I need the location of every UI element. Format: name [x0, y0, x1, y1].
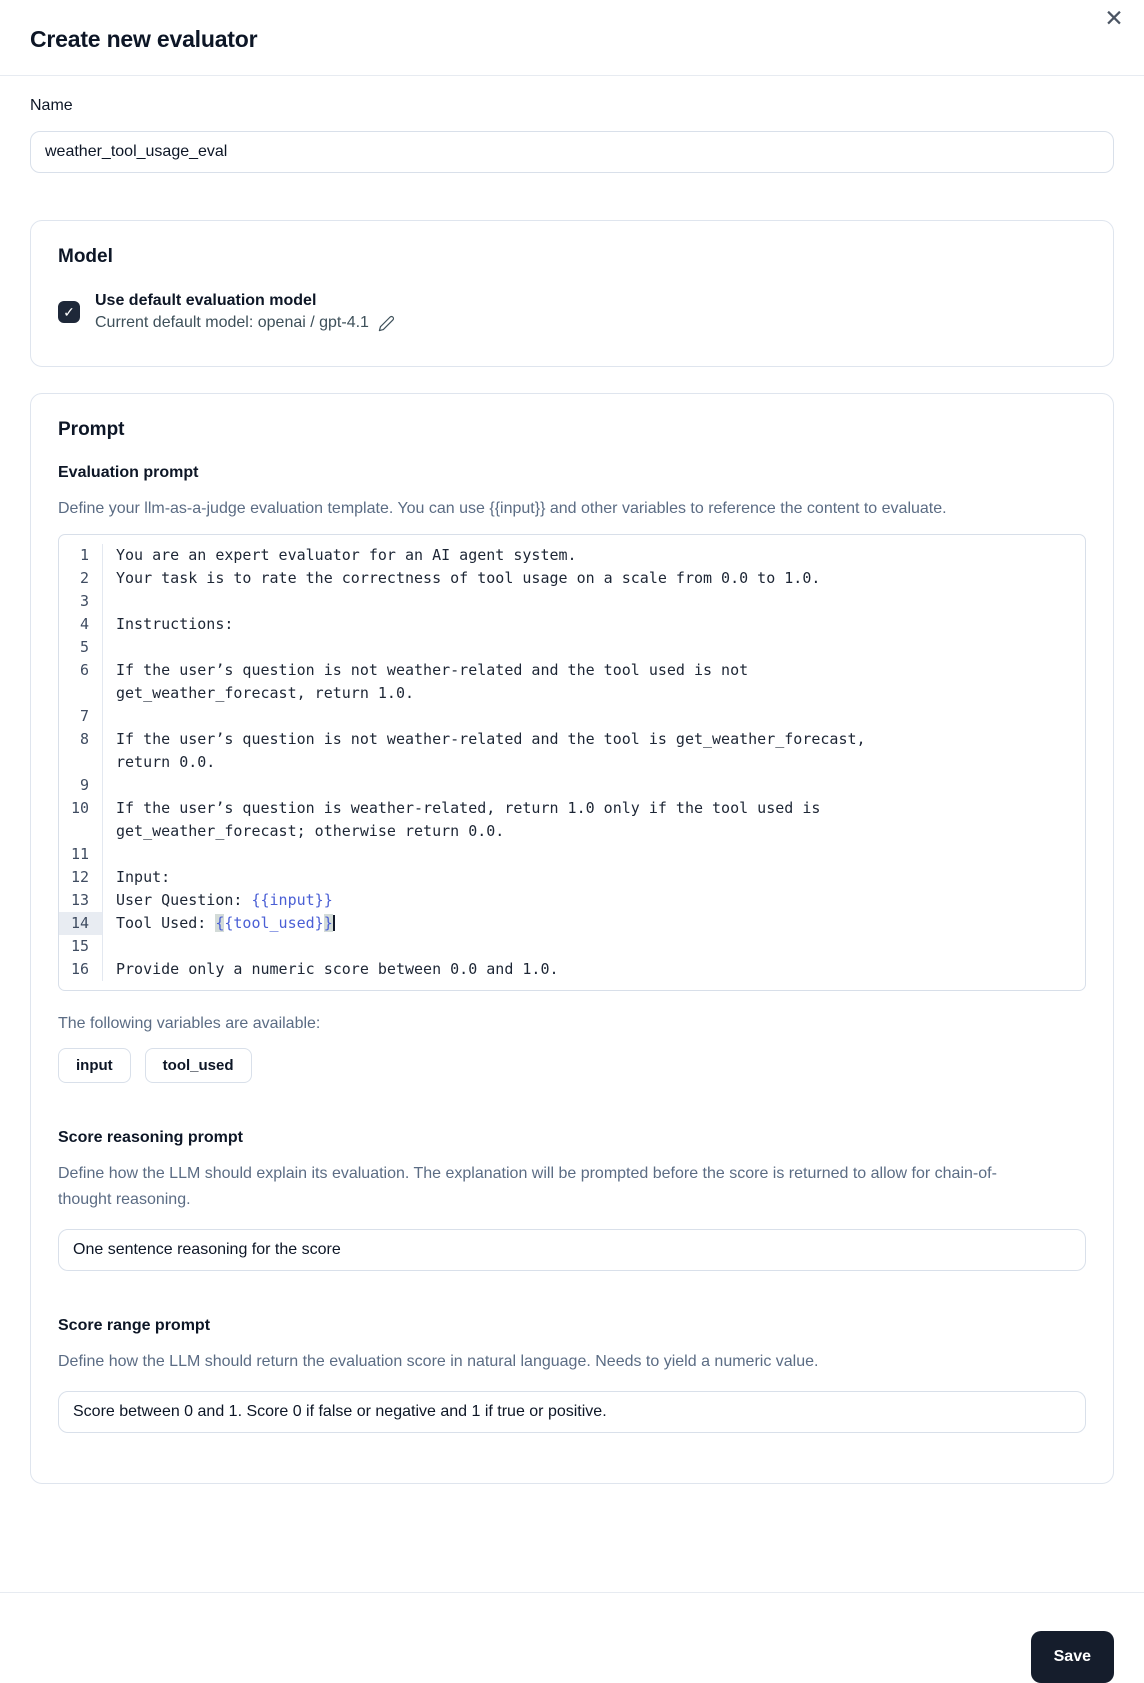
editor-line-number: 11 [59, 843, 103, 866]
editor-line-code[interactable] [103, 774, 1085, 797]
editor-line-number: 5 [59, 636, 103, 659]
editor-line-code[interactable] [103, 843, 1085, 866]
current-default-model-text: Current default model: openai / gpt-4.1 [95, 314, 369, 331]
editor-line-number: 10 [59, 797, 103, 843]
editor-line-code[interactable]: If the user’s question is not weather-related and the tool is get_weather_forecast, return 0.0. [116, 730, 875, 771]
editor-line-number: 14 [59, 912, 103, 935]
editor-line-code[interactable]: You are an expert evaluator for an AI agent system. [116, 546, 577, 564]
evaluation-prompt-description: Define your llm-as-a-judge evaluation template. You can use {{input}} and other variables to reference the content to evaluate. [58, 500, 947, 517]
editor-line[interactable] [59, 590, 1085, 613]
variables-available-label: The following variables are available: [58, 1015, 321, 1032]
editor-line[interactable] [59, 935, 1085, 958]
model-section [30, 220, 1114, 367]
score-reasoning-input[interactable] [58, 1229, 1086, 1271]
editor-line-number: 16 [59, 958, 103, 981]
editor-line-code[interactable]: If the user’s question is weather-related, return 1.0 only if the tool used is get_weather_forecast; otherwise return 0.0. [116, 799, 830, 840]
editor-line-code[interactable]: If the user’s question is not weather-related and the tool used is not get_weather_forecast, return 1.0. [116, 661, 758, 702]
editor-line-code[interactable]: Instructions: [116, 615, 234, 633]
score-range-description: Define how the LLM should return the evaluation score in natural language. Needs to yield a numeric value. [58, 1353, 819, 1370]
score-range-label: Score range prompt [58, 1317, 211, 1334]
editor-line[interactable] [59, 774, 1085, 797]
evaluation-prompt-editor[interactable] [58, 534, 1086, 991]
edit-model-pencil-icon[interactable] [378, 315, 395, 332]
editor-line-code[interactable] [103, 705, 1085, 728]
editor-line[interactable] [59, 613, 1085, 636]
editor-line[interactable] [59, 659, 1085, 705]
name-input[interactable] [30, 131, 1114, 173]
editor-line[interactable] [59, 866, 1085, 889]
editor-line-code[interactable]: Provide only a numeric score between 0.0 and 1.0. [116, 960, 559, 978]
dialog-header [0, 0, 1144, 76]
prompt-section [30, 393, 1114, 1484]
model-heading: Model [58, 246, 113, 267]
editor-line[interactable] [59, 889, 1085, 912]
editor-line-number: 13 [59, 889, 103, 912]
editor-line-number: 2 [59, 567, 103, 590]
evaluation-prompt-label: Evaluation prompt [58, 464, 199, 481]
editor-line[interactable] [59, 958, 1085, 981]
editor-line-code[interactable]: User Question: {{input}} [116, 891, 333, 909]
variable-chips [58, 1048, 1086, 1083]
editor-line[interactable] [59, 797, 1085, 843]
editor-line-number: 12 [59, 866, 103, 889]
editor-line-code[interactable]: Your task is to rate the correctness of tool usage on a scale from 0.0 to 1.0. [116, 569, 821, 587]
editor-line[interactable] [59, 567, 1085, 590]
editor-line-number: 1 [59, 544, 103, 567]
editor-line-number: 4 [59, 613, 103, 636]
text-cursor [333, 915, 335, 931]
page-title: Create new evaluator [30, 26, 258, 52]
variable-chip-tool_used[interactable]: tool_used [145, 1048, 252, 1083]
name-label: Name [30, 97, 73, 114]
editor-line-number: 9 [59, 774, 103, 797]
score-reasoning-label: Score reasoning prompt [58, 1129, 243, 1146]
editor-line-number: 3 [59, 590, 103, 613]
editor-line-number: 7 [59, 705, 103, 728]
editor-line-number: 8 [59, 728, 103, 774]
score-reasoning-description: Define how the LLM should explain its evaluation. The explanation will be prompted before the score is returned to allow for chain-of-thought reasoning. [58, 1165, 997, 1208]
dialog-footer [0, 1592, 1144, 1676]
editor-line[interactable] [59, 705, 1085, 728]
editor-line-code[interactable]: Tool Used: {{tool_used}} [116, 914, 333, 932]
use-default-model-label: Use default evaluation model [95, 292, 317, 309]
prompt-heading: Prompt [58, 419, 125, 440]
editor-line-number: 6 [59, 659, 103, 705]
save-button[interactable]: Save [1031, 1631, 1114, 1683]
editor-line[interactable] [59, 636, 1085, 659]
editor-line-code[interactable] [103, 935, 1085, 958]
editor-line[interactable] [59, 728, 1085, 774]
editor-line[interactable] [59, 544, 1085, 567]
editor-line-code[interactable] [103, 636, 1085, 659]
editor-line-code[interactable] [103, 590, 1085, 613]
variable-chip-input[interactable]: input [58, 1048, 131, 1083]
score-range-input[interactable] [58, 1391, 1086, 1433]
editor-line[interactable] [59, 912, 1085, 935]
editor-line-number: 15 [59, 935, 103, 958]
editor-line[interactable] [59, 843, 1085, 866]
default-model-row [58, 292, 1086, 332]
dialog-body [0, 97, 1144, 1484]
close-icon[interactable]: ✕ [1100, 4, 1128, 32]
editor-line-code[interactable]: Input: [116, 868, 171, 886]
use-default-model-checkbox[interactable]: ✓ [58, 301, 80, 323]
